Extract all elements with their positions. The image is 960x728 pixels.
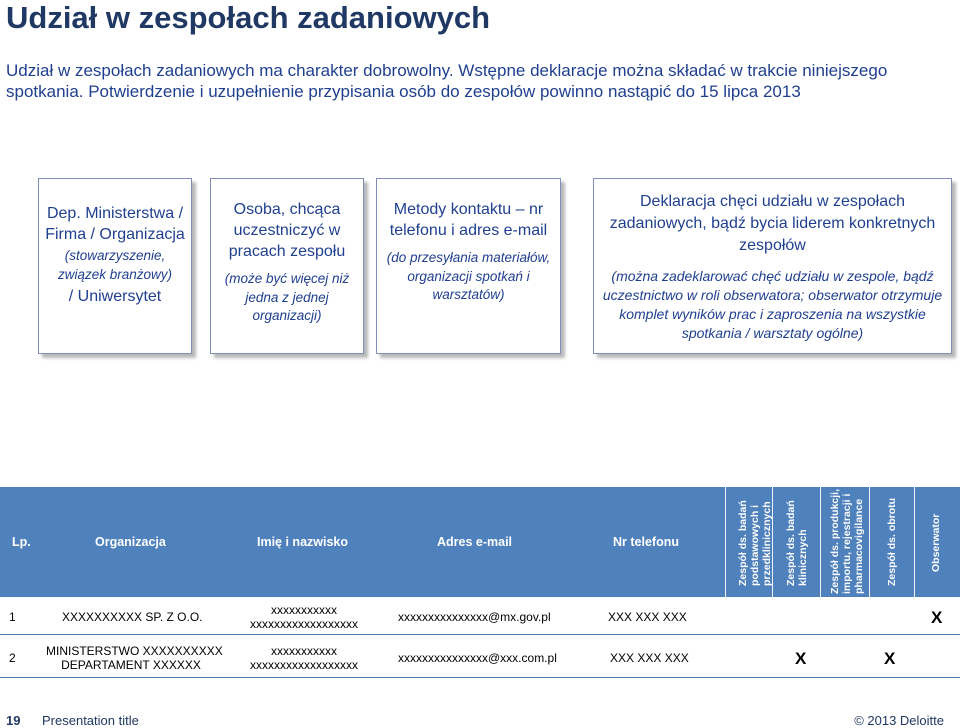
header-team-trade: Zespół ds. obrotu bbox=[886, 497, 898, 586]
header-team-production: Zespół ds. produkcji, importu, rejestracji i pharmacovigilance bbox=[829, 488, 865, 594]
header-team-research: Zespół ds. badań podstawowych i przedklinicznych bbox=[737, 500, 773, 586]
row-email: xxxxxxxxxxxxxxx@xxx.com.pl bbox=[398, 651, 557, 665]
row-organization-line1: MINISTERSTWO XXXXXXXXXX bbox=[46, 644, 223, 658]
box-contact-main: Metody kontaktu – nr telefonu i adres e-mail bbox=[389, 201, 548, 239]
header-name: Imię i nazwisko bbox=[257, 535, 349, 549]
box-declaration-main: Deklaracja chęci udziału w zespołach zadaniowych, bądź bycia liderem konkretnych zespołów bbox=[609, 193, 936, 254]
box-contact bbox=[376, 178, 561, 354]
row-mark-clinical: X bbox=[795, 649, 807, 668]
footer bbox=[0, 710, 960, 728]
row-phone: XXX XXX XXX bbox=[610, 651, 689, 665]
presentation-title: Presentation title bbox=[42, 713, 139, 728]
header-phone: Nr telefonu bbox=[613, 535, 679, 549]
header-divider bbox=[725, 487, 726, 597]
box-person-main: Osoba, chcąca uczestniczyć w pracach zespołu bbox=[228, 201, 346, 260]
row-mark-observer: X bbox=[931, 608, 943, 627]
page-title: Udział w zespołach zadaniowych bbox=[6, 0, 491, 35]
row-organization: XXXXXXXXXX SP. Z O.O. bbox=[62, 610, 203, 624]
header-team-clinical: Zespół ds. badań klinicznych bbox=[785, 500, 809, 586]
header-divider bbox=[914, 487, 915, 597]
row-lp: 2 bbox=[9, 651, 16, 665]
box-organization bbox=[38, 178, 192, 354]
row-mark-trade: X bbox=[884, 649, 896, 668]
row-email: xxxxxxxxxxxxxxx@mx.gov.pl bbox=[398, 610, 551, 624]
box-contact-sub: (do przesyłania materiałów, organizacji spotkań i warsztatów) bbox=[386, 250, 551, 302]
box-declaration-sub: (można zadeklarować chęć udziału w zespole, bądź uczestnictwo w roli obserwatora; obserwator otrzymuje komplet wyników prac i zaproszenia na wszystkie spotkania / warsztaty ogólne) bbox=[602, 268, 943, 341]
row-name-line2: xxxxxxxxxxxxxxxxxx bbox=[250, 658, 358, 672]
row-lp: 1 bbox=[9, 610, 16, 624]
page-number: 19 bbox=[6, 713, 21, 728]
row-organization-line2: DEPARTAMENT XXXXXX bbox=[61, 658, 201, 672]
header-observer: Obserwator bbox=[930, 513, 942, 572]
box-person bbox=[210, 178, 364, 354]
intro-text: Udział w zespołach zadaniowych ma charakter dobrowolny. Wstępne deklaracje można składać w trakcie niniejszego spotkania. Potwierdzenie i uzupełnienie przypisania osób do zespołów powinno nastąpić do 15 lipca 2013 bbox=[6, 61, 888, 101]
header-organization: Organizacja bbox=[95, 535, 166, 549]
box-person-sub: (może być więcej niż jedna z jednej organizacji) bbox=[224, 271, 350, 323]
header-divider bbox=[820, 487, 821, 597]
copyright: © 2013 Deloitte bbox=[854, 713, 944, 728]
box-organization-after: / Uniwersytet bbox=[68, 288, 162, 305]
header-email: Adres e-mail bbox=[437, 535, 513, 549]
box-declaration bbox=[593, 178, 952, 354]
table-row bbox=[0, 598, 960, 635]
header-divider bbox=[869, 487, 870, 597]
row-name-line1: xxxxxxxxxxx bbox=[271, 603, 337, 617]
row-name-line1: xxxxxxxxxxx bbox=[271, 644, 337, 658]
row-phone: XXX XXX XXX bbox=[608, 610, 687, 624]
box-organization-main: Dep. Ministerstwa / Firma / Organizacja bbox=[45, 205, 185, 243]
header-lp: Lp. bbox=[12, 535, 31, 549]
table-row bbox=[0, 640, 960, 678]
row-name-line2: xxxxxxxxxxxxxxxxxx bbox=[250, 617, 358, 631]
box-organization-sub: (stowarzyszenie, związek branżowy) bbox=[57, 248, 173, 282]
